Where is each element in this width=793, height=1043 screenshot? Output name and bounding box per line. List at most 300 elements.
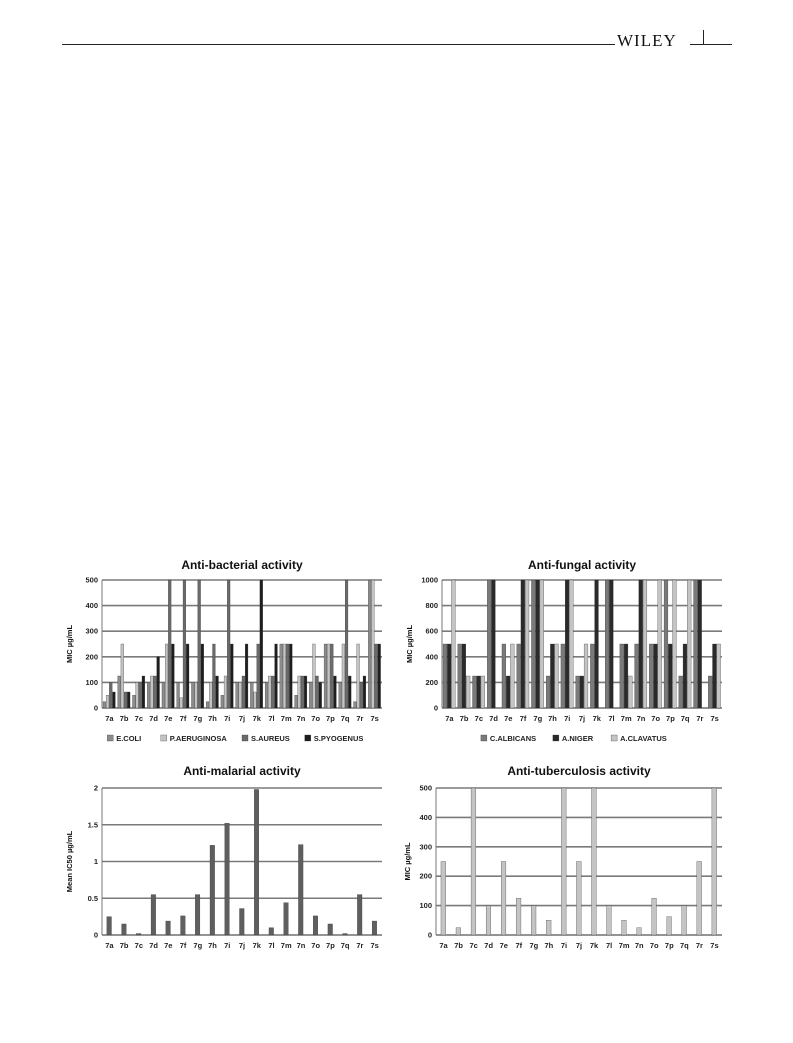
bar bbox=[622, 920, 627, 935]
x-tick-label: 7h bbox=[208, 714, 217, 723]
y-tick-label: 500 bbox=[85, 575, 98, 585]
bar bbox=[319, 682, 322, 708]
y-tick-label: 300 bbox=[419, 842, 432, 852]
bar bbox=[245, 644, 248, 708]
x-tick-label: 7o bbox=[311, 941, 321, 950]
bar bbox=[103, 702, 106, 708]
bar bbox=[708, 676, 712, 708]
x-tick-label: 7e bbox=[164, 941, 173, 950]
bar bbox=[265, 682, 268, 708]
legend-swatch bbox=[305, 735, 311, 741]
x-tick-label: 7n bbox=[296, 714, 306, 723]
y-tick-label: 100 bbox=[419, 901, 432, 911]
x-tick-label: 7h bbox=[208, 941, 217, 950]
x-tick-label: 7b bbox=[459, 714, 469, 723]
bar bbox=[360, 682, 363, 708]
bar bbox=[624, 644, 628, 708]
bar bbox=[628, 676, 632, 708]
bar bbox=[649, 644, 653, 708]
y-tick-label: 200 bbox=[85, 652, 98, 662]
chart-svg bbox=[400, 758, 730, 956]
x-tick-label: 7d bbox=[489, 714, 498, 723]
x-tick-label: 7l bbox=[608, 714, 615, 723]
x-tick-label: 7q bbox=[340, 941, 350, 950]
bar bbox=[378, 644, 381, 708]
bar bbox=[516, 898, 521, 935]
x-tick-label: 7n bbox=[634, 941, 644, 950]
legend-swatch bbox=[161, 735, 167, 741]
bar bbox=[221, 695, 224, 708]
x-tick-label: 7d bbox=[149, 941, 158, 950]
legend-label: S.PYOGENUS bbox=[313, 734, 364, 743]
bar bbox=[342, 644, 345, 708]
x-tick-label: 7l bbox=[605, 941, 613, 950]
x-tick-label: 7o bbox=[649, 941, 659, 950]
bar bbox=[283, 644, 286, 708]
bar bbox=[236, 682, 239, 708]
x-tick-label: 7b bbox=[119, 941, 129, 950]
x-tick-label: 7a bbox=[445, 714, 454, 723]
bar bbox=[473, 676, 477, 708]
bar bbox=[673, 580, 677, 708]
bar bbox=[181, 916, 186, 935]
bar bbox=[127, 692, 130, 708]
bar bbox=[447, 644, 451, 708]
bar bbox=[280, 644, 283, 708]
x-tick-label: 7i bbox=[564, 714, 571, 723]
bar bbox=[313, 644, 316, 708]
bar bbox=[295, 695, 298, 708]
bar bbox=[652, 898, 657, 935]
x-tick-label: 7n bbox=[296, 941, 306, 950]
bar bbox=[286, 644, 289, 708]
x-tick-label: 7d bbox=[149, 714, 158, 723]
x-tick-label: 7m bbox=[620, 714, 632, 723]
legend-swatch bbox=[481, 735, 487, 741]
legend-label: P.AERUGINOSA bbox=[169, 734, 227, 743]
bar bbox=[501, 862, 506, 936]
bar bbox=[456, 928, 461, 935]
bar bbox=[698, 580, 702, 708]
bar bbox=[239, 682, 242, 708]
x-tick-label: 7s bbox=[710, 941, 719, 950]
bar bbox=[471, 788, 476, 935]
chart-title: Anti-bacterial activity bbox=[181, 558, 303, 572]
bar bbox=[271, 676, 274, 708]
bar bbox=[242, 676, 245, 708]
legend-swatch bbox=[107, 735, 113, 741]
y-tick-label: 200 bbox=[425, 677, 438, 687]
legend-swatch bbox=[242, 735, 248, 741]
x-tick-label: 7a bbox=[105, 941, 114, 950]
bar bbox=[712, 788, 717, 935]
bar bbox=[213, 644, 216, 708]
x-tick-label: 7n bbox=[636, 714, 646, 723]
bar bbox=[521, 580, 525, 708]
x-tick-label: 7g bbox=[193, 714, 203, 723]
bar bbox=[328, 924, 333, 935]
bar bbox=[348, 676, 351, 708]
x-tick-label: 7r bbox=[356, 941, 364, 950]
bar bbox=[605, 580, 609, 708]
bar bbox=[339, 682, 342, 708]
bar bbox=[555, 644, 559, 708]
y-tick-label: 100 bbox=[85, 677, 98, 687]
bar bbox=[443, 644, 447, 708]
bar bbox=[368, 580, 371, 708]
bar bbox=[713, 644, 717, 708]
x-tick-label: 7g bbox=[193, 941, 203, 950]
x-tick-label: 7s bbox=[370, 941, 379, 950]
x-tick-label: 7k bbox=[592, 714, 601, 723]
bar bbox=[561, 788, 566, 935]
x-tick-label: 7a bbox=[105, 714, 114, 723]
bar bbox=[151, 895, 156, 935]
bar bbox=[150, 676, 153, 708]
bar bbox=[166, 921, 171, 935]
bar bbox=[195, 682, 198, 708]
x-tick-label: 7c bbox=[134, 941, 144, 950]
x-tick-label: 7k bbox=[252, 941, 261, 950]
x-tick-label: 7s bbox=[710, 714, 719, 723]
bar bbox=[301, 676, 304, 708]
bar bbox=[327, 644, 330, 708]
x-tick-label: 7b bbox=[119, 714, 129, 723]
y-tick-label: 0.5 bbox=[87, 893, 98, 903]
bar bbox=[313, 916, 318, 935]
bar bbox=[269, 928, 274, 935]
x-tick-label: 7s bbox=[370, 714, 379, 723]
chart-title: Anti-fungal activity bbox=[527, 558, 637, 572]
bar bbox=[517, 644, 521, 708]
chart-svg bbox=[400, 552, 730, 752]
bar bbox=[227, 580, 230, 708]
bar bbox=[324, 644, 327, 708]
bar bbox=[697, 862, 702, 936]
x-tick-label: 7g bbox=[533, 714, 543, 723]
y-tick-label: 400 bbox=[419, 812, 432, 822]
x-tick-label: 7f bbox=[179, 714, 187, 723]
y-tick-label: 2 bbox=[93, 783, 98, 793]
x-tick-label: 7k bbox=[252, 714, 261, 723]
y-tick-label: 1000 bbox=[421, 575, 438, 585]
bar bbox=[561, 644, 565, 708]
bar bbox=[679, 676, 683, 708]
bar bbox=[345, 580, 348, 708]
bar bbox=[298, 676, 301, 708]
x-tick-label: 7j bbox=[238, 941, 246, 950]
y-tick-label: 0 bbox=[427, 930, 432, 940]
header-rule-right bbox=[690, 44, 732, 45]
bar bbox=[180, 698, 183, 708]
x-tick-label: 7i bbox=[560, 941, 568, 950]
x-tick-label: 7h bbox=[548, 714, 557, 723]
bar bbox=[462, 644, 466, 708]
legend-label: C.ALBICANS bbox=[489, 734, 537, 743]
bar bbox=[260, 580, 263, 708]
x-tick-label: 7m bbox=[280, 714, 292, 723]
bar bbox=[546, 676, 550, 708]
bar bbox=[717, 644, 721, 708]
x-tick-label: 7d bbox=[484, 941, 494, 950]
bar bbox=[154, 676, 157, 708]
y-tick-label: 0 bbox=[93, 703, 98, 713]
bar bbox=[210, 845, 215, 935]
bar bbox=[491, 580, 495, 708]
bar bbox=[363, 676, 366, 708]
x-tick-label: 7f bbox=[519, 714, 527, 723]
antifungal-chart bbox=[400, 552, 730, 752]
bar bbox=[254, 789, 259, 935]
x-tick-label: 7r bbox=[696, 714, 704, 723]
y-tick-label: 1.5 bbox=[87, 820, 98, 830]
y-tick-label: 300 bbox=[85, 626, 98, 636]
x-tick-label: 7l bbox=[268, 941, 275, 950]
bar bbox=[466, 676, 470, 708]
x-tick-label: 7p bbox=[666, 714, 675, 723]
header-rule-left bbox=[62, 44, 615, 45]
bar bbox=[580, 676, 584, 708]
bar bbox=[682, 906, 687, 935]
bar bbox=[531, 580, 535, 708]
x-tick-label: 7l bbox=[268, 714, 275, 723]
bar bbox=[284, 903, 289, 935]
bar bbox=[639, 580, 643, 708]
bar bbox=[371, 580, 374, 708]
bar bbox=[121, 644, 124, 708]
bar bbox=[165, 644, 168, 708]
bar bbox=[201, 644, 204, 708]
bar bbox=[230, 644, 233, 708]
x-tick-label: 7f bbox=[179, 941, 187, 950]
bar bbox=[576, 676, 580, 708]
bar bbox=[607, 906, 612, 935]
y-tick-label: 800 bbox=[425, 601, 438, 611]
bar bbox=[591, 788, 596, 935]
x-tick-label: 7b bbox=[454, 941, 463, 950]
bar bbox=[216, 676, 219, 708]
chart-svg bbox=[60, 552, 390, 752]
x-tick-label: 7c bbox=[474, 714, 484, 723]
bar bbox=[550, 644, 554, 708]
legend-swatch bbox=[611, 735, 617, 741]
bar bbox=[531, 906, 536, 935]
bar bbox=[590, 644, 594, 708]
x-tick-label: 7p bbox=[326, 941, 335, 950]
chart-title: Anti-malarial activity bbox=[183, 764, 301, 778]
bar bbox=[171, 644, 174, 708]
bar bbox=[157, 657, 160, 708]
legend-label: A.CLAVATUS bbox=[620, 734, 667, 743]
bar bbox=[191, 682, 194, 708]
bar bbox=[683, 644, 687, 708]
x-tick-label: 7i bbox=[224, 941, 231, 950]
bar bbox=[113, 692, 116, 708]
bar bbox=[451, 580, 455, 708]
bar bbox=[658, 580, 662, 708]
bar bbox=[195, 895, 200, 935]
header-divider-tick bbox=[703, 30, 704, 45]
antimalarial-chart bbox=[60, 758, 390, 956]
chart-title: Anti-tuberculosis activity bbox=[507, 764, 651, 778]
bar bbox=[254, 692, 257, 708]
bar bbox=[664, 580, 668, 708]
bar bbox=[147, 682, 150, 708]
x-tick-label: 7q bbox=[679, 941, 689, 950]
x-tick-label: 7i bbox=[224, 714, 231, 723]
bar bbox=[354, 702, 357, 708]
x-tick-label: 7j bbox=[578, 714, 586, 723]
bar bbox=[620, 644, 624, 708]
x-tick-label: 7o bbox=[311, 714, 321, 723]
x-tick-label: 7e bbox=[499, 941, 508, 950]
y-tick-label: 600 bbox=[425, 626, 438, 636]
x-tick-label: 7m bbox=[618, 941, 630, 950]
y-axis-label: MIC µg/mL bbox=[65, 624, 74, 664]
bar bbox=[109, 682, 112, 708]
x-tick-label: 7g bbox=[529, 941, 539, 950]
bar bbox=[316, 676, 319, 708]
y-tick-label: 500 bbox=[419, 783, 432, 793]
bar bbox=[584, 644, 588, 708]
bar bbox=[133, 695, 136, 708]
bar bbox=[183, 580, 186, 708]
y-tick-label: 200 bbox=[419, 871, 432, 881]
bar bbox=[643, 580, 647, 708]
bar bbox=[177, 682, 180, 708]
x-tick-label: 7k bbox=[589, 941, 599, 950]
bar bbox=[139, 682, 142, 708]
publisher-logo: WILEY bbox=[617, 31, 677, 50]
bar bbox=[304, 676, 307, 708]
bar bbox=[637, 928, 642, 935]
x-tick-label: 7m bbox=[280, 941, 292, 950]
legend-label: A.NIGER bbox=[561, 734, 594, 743]
bar bbox=[525, 580, 529, 708]
bar bbox=[654, 644, 658, 708]
bar bbox=[510, 644, 514, 708]
bar bbox=[268, 676, 271, 708]
bar bbox=[502, 644, 506, 708]
bar bbox=[343, 934, 348, 935]
x-tick-label: 7e bbox=[504, 714, 513, 723]
bar bbox=[298, 845, 303, 935]
y-tick-label: 0 bbox=[433, 703, 438, 713]
bar bbox=[309, 682, 312, 708]
bar bbox=[565, 580, 569, 708]
x-tick-label: 7p bbox=[326, 714, 335, 723]
x-tick-label: 7o bbox=[651, 714, 661, 723]
x-tick-label: 7c bbox=[134, 714, 144, 723]
y-tick-label: 400 bbox=[425, 652, 438, 662]
bar bbox=[372, 921, 377, 935]
bar bbox=[275, 644, 278, 708]
legend-label: S.AUREUS bbox=[251, 734, 290, 743]
bar bbox=[357, 895, 362, 935]
bar bbox=[576, 862, 581, 936]
bar bbox=[122, 924, 127, 935]
bar bbox=[124, 692, 127, 708]
x-tick-label: 7r bbox=[695, 941, 703, 950]
bar bbox=[540, 580, 544, 708]
y-tick-label: 1 bbox=[93, 857, 98, 866]
bar bbox=[225, 823, 230, 935]
bar bbox=[481, 676, 485, 708]
bar bbox=[289, 644, 292, 708]
bar bbox=[209, 682, 212, 708]
bar bbox=[487, 580, 491, 708]
bar bbox=[162, 682, 165, 708]
bar bbox=[506, 676, 510, 708]
bar bbox=[546, 920, 551, 935]
bar bbox=[206, 702, 209, 708]
bar bbox=[250, 682, 253, 708]
bar bbox=[668, 644, 672, 708]
bar bbox=[486, 906, 491, 935]
bar bbox=[168, 580, 171, 708]
x-tick-label: 7p bbox=[664, 941, 674, 950]
bar bbox=[136, 934, 141, 935]
x-tick-label: 7q bbox=[340, 714, 350, 723]
bar bbox=[330, 644, 333, 708]
bar bbox=[441, 862, 446, 936]
x-tick-label: 7j bbox=[575, 941, 583, 950]
x-tick-label: 7h bbox=[544, 941, 554, 950]
legend-swatch bbox=[553, 735, 559, 741]
bar bbox=[224, 676, 227, 708]
bar bbox=[569, 580, 573, 708]
bar bbox=[536, 580, 540, 708]
bar bbox=[118, 676, 121, 708]
y-axis-label: MIC µg/mL bbox=[405, 624, 414, 664]
bar bbox=[136, 682, 139, 708]
x-tick-label: 7r bbox=[356, 714, 364, 723]
bar bbox=[375, 644, 378, 708]
bar bbox=[257, 644, 260, 708]
y-tick-label: 0 bbox=[93, 930, 98, 940]
x-tick-label: 7e bbox=[164, 714, 173, 723]
bar bbox=[186, 644, 189, 708]
bar bbox=[142, 676, 145, 708]
y-tick-label: 400 bbox=[85, 601, 98, 611]
bar bbox=[635, 644, 639, 708]
bar bbox=[107, 917, 112, 935]
bar bbox=[687, 580, 691, 708]
bar bbox=[106, 695, 109, 708]
x-tick-label: 7c bbox=[469, 941, 478, 950]
bar bbox=[458, 644, 462, 708]
antituberculosis-chart bbox=[400, 758, 730, 956]
bar bbox=[694, 580, 698, 708]
bar bbox=[609, 580, 613, 708]
legend-label: E.COLI bbox=[116, 734, 142, 743]
bar bbox=[357, 644, 360, 708]
bar bbox=[595, 580, 599, 708]
y-axis-label: MIC µg/mL bbox=[403, 842, 412, 881]
bar bbox=[477, 676, 481, 708]
bar bbox=[198, 580, 201, 708]
bar bbox=[334, 676, 337, 708]
x-tick-label: 7a bbox=[439, 941, 448, 950]
y-axis-label: Mean IC50 µg/mL bbox=[65, 830, 74, 893]
x-tick-label: 7q bbox=[680, 714, 690, 723]
antibacterial-chart bbox=[60, 552, 390, 752]
x-tick-label: 7j bbox=[238, 714, 246, 723]
chart-svg bbox=[60, 758, 390, 956]
x-tick-label: 7f bbox=[515, 941, 523, 950]
bar bbox=[667, 917, 672, 935]
bar bbox=[239, 909, 244, 935]
